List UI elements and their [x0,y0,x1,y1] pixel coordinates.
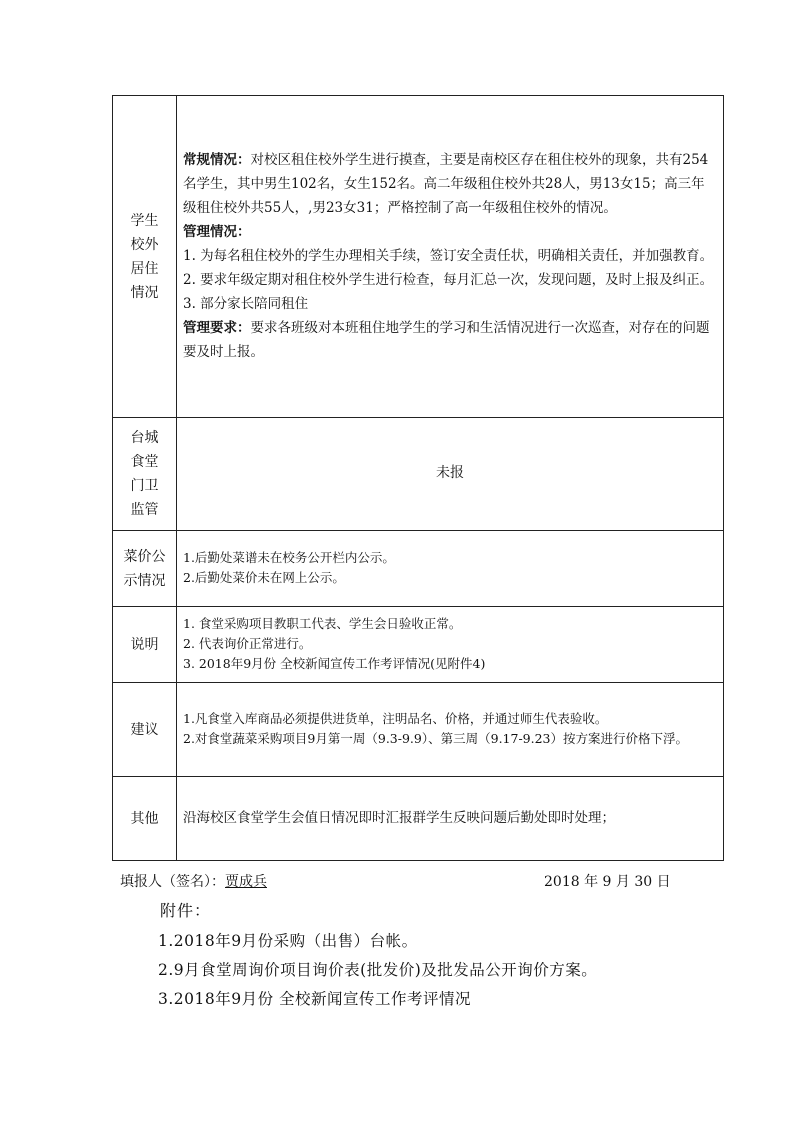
label-line: 校外 [130,236,159,253]
content-menu-price [177,531,724,607]
management-item: 1. 为每名租住校外的学生办理相关手续，签订安全责任状，明确相关责任，并加强教育。 [183,247,714,264]
content-suggestions [177,683,724,777]
management-title: 管理情况： [183,223,251,240]
label-line: 食堂 [130,454,159,470]
label-line: 学生 [130,212,159,229]
content-student-housing [177,96,724,418]
label-line: 说明 [130,636,159,653]
label-line: 菜价公 [123,548,166,565]
label-other [113,777,177,861]
menu-price-item: 1.后勤处菜谱未在校务公开栏内公示。 [183,549,395,565]
row-suggestions [113,683,724,777]
suggestion-item: 1.凡食堂入库商品必须提供进货单，注明品名、价格，并通过师生代表验收。 [183,710,608,726]
filler-signature-line [120,871,680,891]
filler-name: 贾成兵 [225,874,267,890]
attachment-item: 2.9月食堂周询价项目询价表(批发价)及批发品公开询价方案。 [158,961,598,979]
management-item: 2. 要求年级定期对租住校外学生进行检查，每月汇总一次，发现问题，及时上报及纠正。 [183,271,714,288]
row-canteen-guard [113,418,724,531]
notes-item: 2. 代表询价正常进行。 [183,635,312,651]
content-canteen-guard: 未报 [177,418,724,531]
row-notes [113,607,724,683]
report-table [112,95,724,861]
label-student-housing [113,96,177,418]
attachment-item: 1.2018年9月份采购（出售）台帐。 [158,932,418,950]
management-item: 3. 部分家长陪同租住 [183,295,309,312]
content-notes [177,607,724,683]
routine-text: 对校区租住校外学生进行摸查，主要是南校区存在租住校外的现象，共有254名学生，其中男生102名，女生152名。高二年级租住校外共28人，男13女15；高三年级租住校外共55人，,男23女31；严格控制了高一年级租住校外的情况。 [183,151,709,216]
label-canteen-guard [113,418,177,531]
notes-item: 1. 食堂采购项目教职工代表、学生会日验收正常。 [183,615,462,631]
filler-label: 填报人（签名）： [120,874,225,890]
attachments-title: 附件： [160,901,212,920]
requirement-paragraph [183,316,717,364]
notes-item: 3. 2018年9月份 全校新闻宣传工作考评情况(见附件4) [183,655,486,671]
label-line: 监管 [130,502,159,518]
row-other [113,777,724,861]
label-line: 门卫 [130,478,159,494]
label-line: 情况 [130,284,159,301]
label-line: 台城 [130,430,159,446]
menu-price-item: 2.后勤处菜价未在网上公示。 [183,569,345,585]
attachment-item: 3.2018年9月份 全校新闻宣传工作考评情况 [158,990,472,1008]
label-notes [113,607,177,683]
suggestion-item: 2.对食堂蔬菜采购项目9月第一周（9.3-9.9）、第三周（9.17-9.23）按方案进行价格下浮。 [183,730,689,746]
label-menu-price [113,531,177,607]
label-line: 其他 [130,810,159,827]
label-line: 建议 [130,721,159,738]
label-suggestions [113,683,177,777]
requirement-title: 管理要求： [183,319,251,336]
row-menu-price [113,531,724,607]
label-line: 居住 [130,260,159,277]
content-other: 沿海校区食堂学生会值日情况即时汇报群学生反映问题后勤处即时处理； [177,777,724,861]
label-line: 示情况 [123,572,166,589]
report-date: 2018 年 9 月 30 日 [544,874,671,890]
row-student-housing [113,96,724,418]
requirement-text: 要求各班级对本班租住地学生的学习和生活情况进行一次巡查，对存在的问题要及时上报。 [183,319,710,360]
routine-paragraph [183,148,717,220]
routine-title: 常规情况： [183,151,251,168]
